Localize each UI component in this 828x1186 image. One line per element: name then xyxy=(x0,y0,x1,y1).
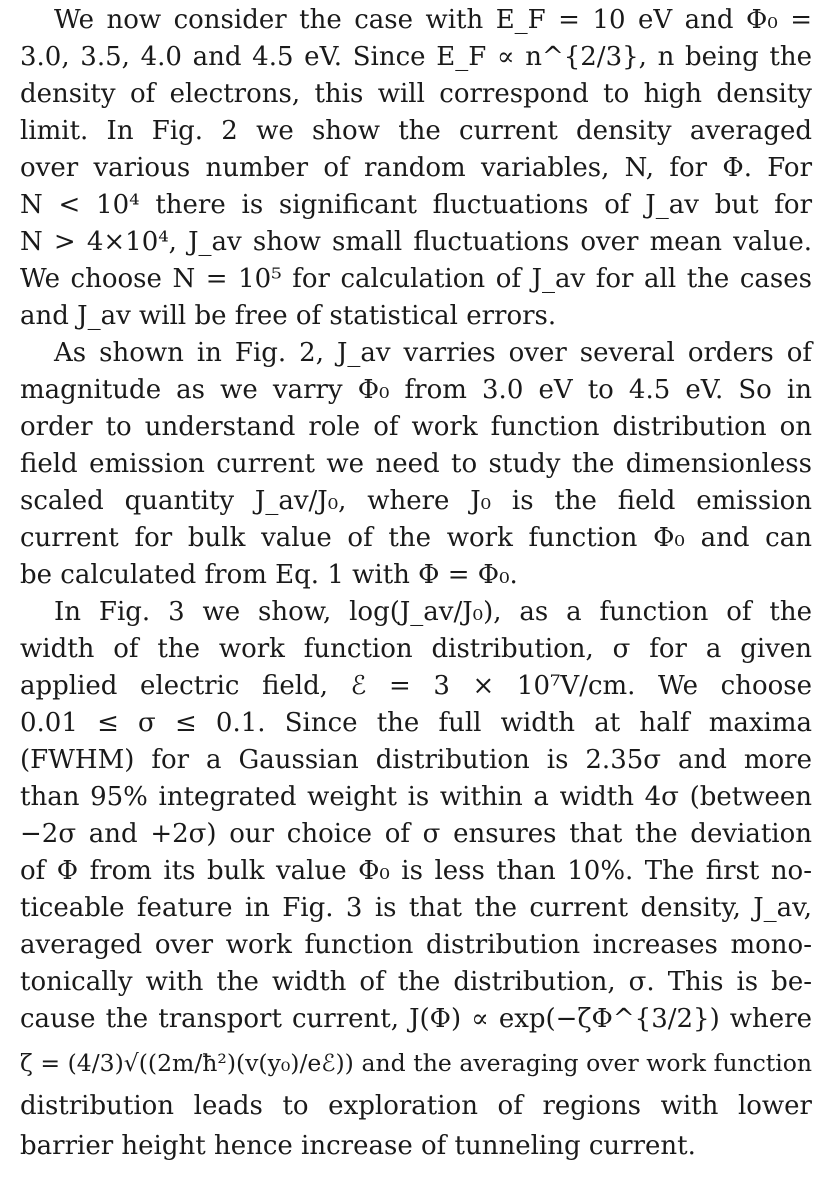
paragraph-1 xyxy=(20,2,812,335)
text-line: As shown in Fig. 2, J_av varries over several orders of xyxy=(54,338,812,368)
text-line: ticeable feature in Fig. 3 is that the current density, J_av, xyxy=(20,893,812,923)
text-line: applied electric field, ℰ = 3 × 10⁷V/cm. We choose xyxy=(20,671,812,701)
text-line: width of the work function distribution, σ for a given xyxy=(20,634,812,664)
text-line: (FWHM) for a Gaussian distribution is 2.35σ and more xyxy=(20,745,812,775)
text-line: N < 10⁴ there is significant fluctuations of J_av but for xyxy=(20,190,812,220)
paragraph-2 xyxy=(20,335,812,594)
text-line: averaged over work function distribution increases mono- xyxy=(20,930,812,960)
text-line: We now consider the case with E_F = 10 eV and Φ₀ = xyxy=(54,5,812,35)
text-line: In Fig. 3 we show, log(J_av/J₀), as a function of the xyxy=(54,597,812,627)
text-line: 0.01 ≤ σ ≤ 0.1. Since the full width at half maxima xyxy=(20,708,812,738)
text-line: scaled quantity J_av/J₀, where J₀ is the field emission xyxy=(20,486,812,516)
paragraph-3 xyxy=(20,594,812,1167)
text-line: current for bulk value of the work function Φ₀ and can xyxy=(20,523,812,553)
text-line: order to understand role of work function distribution on xyxy=(20,412,812,442)
text-line: cause the transport current, J(Φ) ∝ exp(−ζΦ^{3/2}) where xyxy=(20,1004,812,1034)
text-line: than 95% integrated weight is within a width 4σ (between xyxy=(20,782,812,812)
text-line: barrier height hence increase of tunneling current. xyxy=(20,1131,696,1161)
text-line: distribution leads to exploration of regions with lower xyxy=(20,1091,812,1121)
text-line: limit. In Fig. 2 we show the current density averaged xyxy=(20,116,812,146)
text-line: 3.0, 3.5, 4.0 and 4.5 eV. Since E_F ∝ n^{2/3}, n being the xyxy=(20,42,812,72)
text-line: field emission current we need to study the dimensionless xyxy=(20,449,812,479)
text-line: N > 4×10⁴, J_av show small fluctuations over mean value. xyxy=(20,227,812,257)
text-line: density of electrons, this will correspond to high density xyxy=(20,79,812,109)
document-page xyxy=(20,2,812,1167)
text-line: be calculated from Eq. 1 with Φ = Φ₀. xyxy=(20,560,518,590)
text-line: ζ = (4/3)√((2m/ħ²)(v(y₀)/eℰ)) and the averaging over work function xyxy=(20,1049,812,1077)
text-line: over various number of random variables, N, for Φ. For xyxy=(20,153,812,183)
text-line: and J_av will be free of statistical errors. xyxy=(20,301,557,331)
text-line: of Φ from its bulk value Φ₀ is less than 10%. The first no- xyxy=(20,856,812,886)
text-line: tonically with the width of the distribution, σ. This is be- xyxy=(20,967,812,997)
text-line: −2σ and +2σ) our choice of σ ensures that the deviation xyxy=(20,819,812,849)
text-line: magnitude as we varry Φ₀ from 3.0 eV to 4.5 eV. So in xyxy=(20,375,812,405)
text-line: We choose N = 10⁵ for calculation of J_av for all the cases xyxy=(20,264,812,294)
